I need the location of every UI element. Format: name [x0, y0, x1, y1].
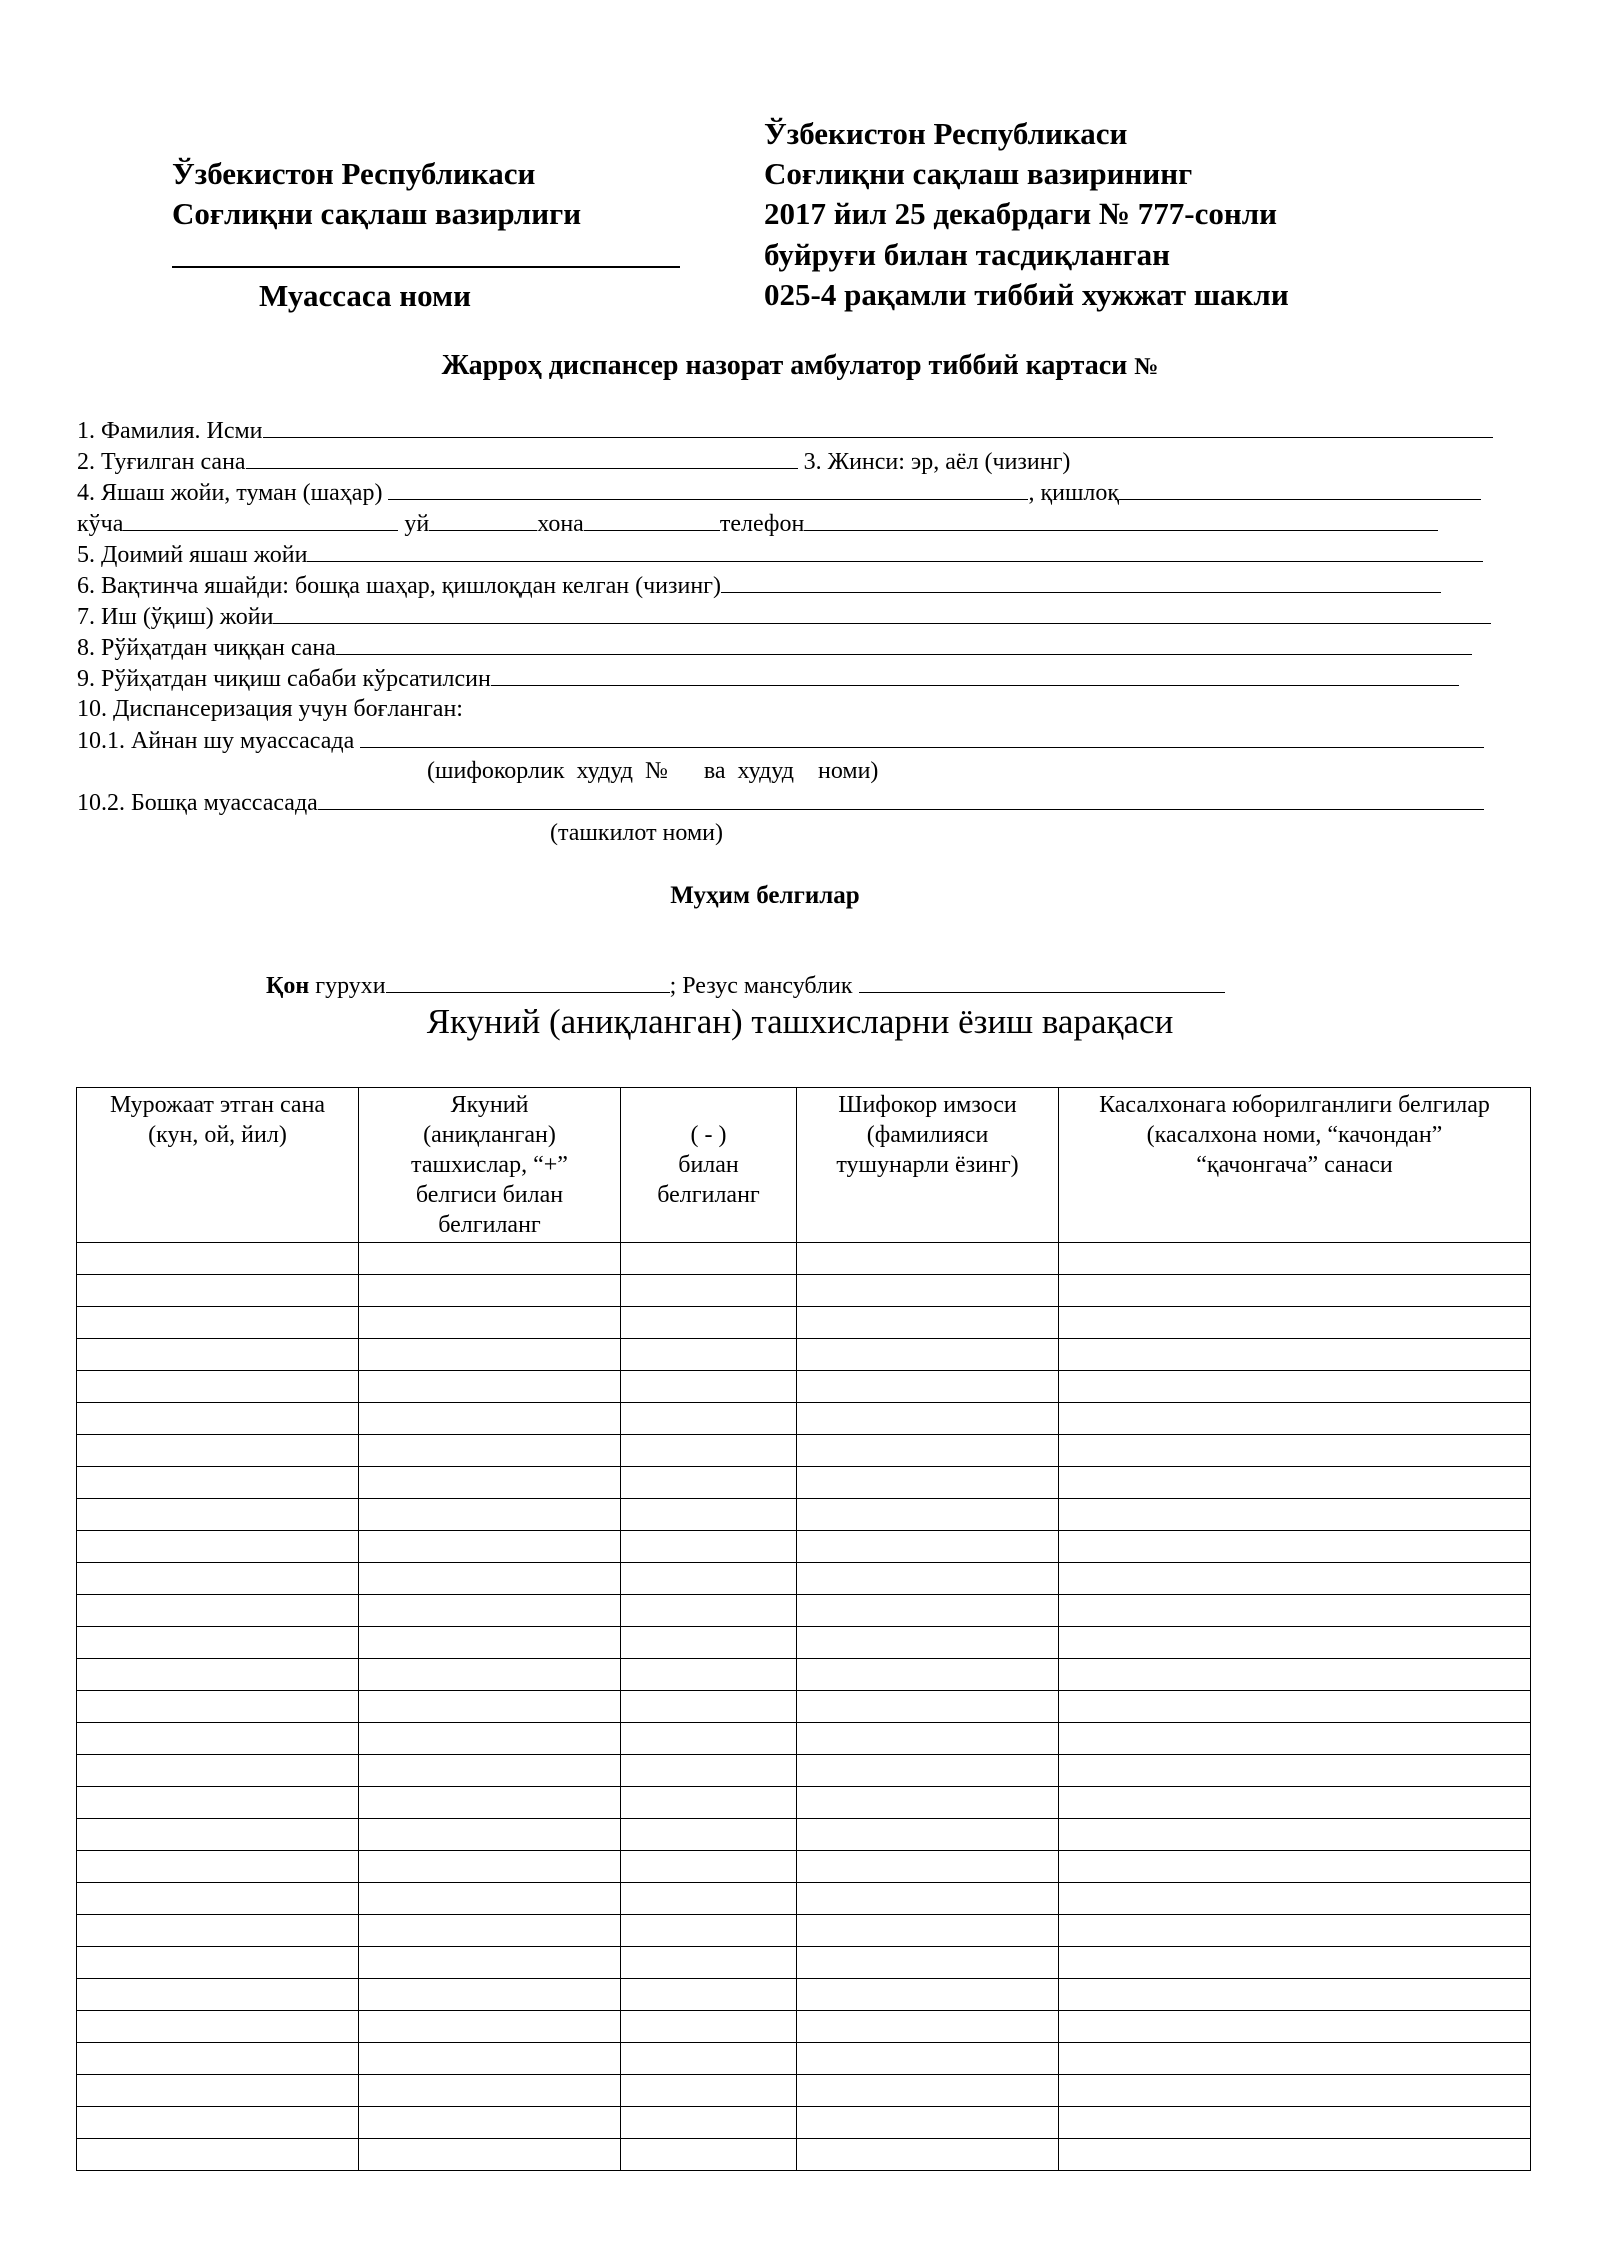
- table-cell[interactable]: [797, 1339, 1059, 1371]
- table-cell[interactable]: [359, 1595, 621, 1627]
- table-cell[interactable]: [621, 1531, 797, 1563]
- table-row: [77, 1819, 1531, 1851]
- table-row: [77, 1851, 1531, 1883]
- table-cell[interactable]: [77, 1435, 359, 1467]
- institution-name-line[interactable]: [172, 266, 680, 268]
- table-cell[interactable]: [621, 2139, 797, 2171]
- table-cell[interactable]: [359, 1307, 621, 1339]
- table-cell[interactable]: [77, 1595, 359, 1627]
- table-cell[interactable]: [621, 1723, 797, 1755]
- table-cell[interactable]: [359, 1947, 621, 1979]
- header-line: ташхислар, “+”: [411, 1152, 568, 1178]
- deregistration-date-input[interactable]: [336, 632, 1472, 655]
- phone-label: телефон: [719, 511, 805, 537]
- header-line: (кун, ой, йил): [148, 1122, 287, 1148]
- table-cell[interactable]: [77, 1403, 359, 1435]
- table-cell[interactable]: [77, 1787, 359, 1819]
- table-cell[interactable]: [77, 1499, 359, 1531]
- table-cell[interactable]: [359, 1403, 621, 1435]
- table-cell[interactable]: [1059, 1787, 1531, 1819]
- table-cell[interactable]: [359, 2043, 621, 2075]
- institution-caption: Муассаса номи: [259, 278, 471, 313]
- table-cell[interactable]: [77, 1851, 359, 1883]
- table-cell[interactable]: [359, 1243, 621, 1275]
- other-institution-input[interactable]: [318, 787, 1484, 810]
- table-cell[interactable]: [797, 1275, 1059, 1307]
- table-cell[interactable]: [797, 2107, 1059, 2139]
- header-line: билан: [678, 1152, 739, 1178]
- table-cell[interactable]: [77, 1883, 359, 1915]
- table-cell[interactable]: [797, 1979, 1059, 2011]
- table-row: [77, 1499, 1531, 1531]
- table-cell[interactable]: [621, 1659, 797, 1691]
- table-cell[interactable]: [1059, 1467, 1531, 1499]
- table-cell[interactable]: [621, 1755, 797, 1787]
- table-cell[interactable]: [1059, 2107, 1531, 2139]
- table-cell[interactable]: [621, 1595, 797, 1627]
- table-cell[interactable]: [77, 1723, 359, 1755]
- card-title-number-sign: №: [1134, 354, 1159, 380]
- field-birth-date-label: 2. Туғилган сана: [77, 449, 246, 475]
- table-cell[interactable]: [359, 1915, 621, 1947]
- table-cell[interactable]: [797, 1531, 1059, 1563]
- table-cell[interactable]: [797, 1723, 1059, 1755]
- deregistration-reason-label: 9. Рўйҳатдан чиқиш сабаби кўрсатилсин: [77, 666, 491, 692]
- house-label: уй: [404, 511, 430, 537]
- table-cell[interactable]: [797, 1755, 1059, 1787]
- field-other-institution: [77, 787, 1484, 819]
- field-address: [77, 508, 1438, 540]
- table-cell[interactable]: [1059, 1851, 1531, 1883]
- table-cell[interactable]: [1059, 1403, 1531, 1435]
- table-cell[interactable]: [77, 1531, 359, 1563]
- header-final-diagnoses: [359, 1088, 621, 1243]
- table-cell[interactable]: [77, 1563, 359, 1595]
- table-cell[interactable]: [1059, 2043, 1531, 2075]
- table-cell[interactable]: [797, 1659, 1059, 1691]
- field-residence-label: 4. Яшаш жойи, туман (шаҳар): [77, 480, 383, 506]
- header-line: белгиланг: [657, 1182, 760, 1208]
- table-cell[interactable]: [621, 1275, 797, 1307]
- field-surname-name: [77, 415, 1493, 447]
- table-cell[interactable]: [797, 1499, 1059, 1531]
- table-cell[interactable]: [797, 1467, 1059, 1499]
- street-label: кўча: [77, 511, 124, 537]
- permanent-residence-input[interactable]: [307, 539, 1483, 562]
- table-cell[interactable]: [621, 2011, 797, 2043]
- table-cell[interactable]: [359, 1339, 621, 1371]
- table-cell[interactable]: [359, 1467, 621, 1499]
- table-cell[interactable]: [621, 2043, 797, 2075]
- table-cell[interactable]: [77, 2043, 359, 2075]
- header-line: “қачонгача” санаси: [1196, 1152, 1393, 1178]
- this-institution-label: 10.1. Айнан шу муассасада: [77, 728, 355, 754]
- field-work-place: [77, 601, 1491, 633]
- table-cell[interactable]: [621, 1371, 797, 1403]
- table-row: [77, 2011, 1531, 2043]
- table-row: [77, 1755, 1531, 1787]
- field-temporary-residence: [77, 570, 1441, 602]
- header-line: белгиланг: [438, 1212, 541, 1238]
- table-row: [77, 2075, 1531, 2107]
- table-cell[interactable]: [359, 1787, 621, 1819]
- field-sex-label: 3. Жинси: эр, аёл (чизинг): [803, 449, 1071, 475]
- table-cell[interactable]: [797, 2075, 1059, 2107]
- table-row: [77, 1403, 1531, 1435]
- table-cell[interactable]: [359, 1755, 621, 1787]
- table-cell[interactable]: [77, 1659, 359, 1691]
- table-cell[interactable]: [77, 2139, 359, 2171]
- house-input[interactable]: [429, 508, 537, 531]
- sheet-title: Якуний (аниқланган) ташхисларни ёзиш варақаси: [426, 1002, 1174, 1041]
- important-marks-title: Муҳим белгилар: [670, 882, 860, 909]
- this-institution-input[interactable]: [360, 725, 1484, 748]
- table-cell[interactable]: [1059, 1499, 1531, 1531]
- table-row: [77, 1371, 1531, 1403]
- header-hospital-referral: [1059, 1088, 1531, 1243]
- room-input[interactable]: [584, 508, 720, 531]
- table-cell[interactable]: [77, 1819, 359, 1851]
- table-cell[interactable]: [1059, 2075, 1531, 2107]
- table-row: [77, 1947, 1531, 1979]
- table-row: [77, 1659, 1531, 1691]
- table-cell[interactable]: [77, 1915, 359, 1947]
- table-cell[interactable]: [1059, 1595, 1531, 1627]
- this-institution-hint: (шифокорлик худуд № ва худуд номи): [427, 758, 879, 784]
- table-cell[interactable]: [797, 1307, 1059, 1339]
- table-cell[interactable]: [359, 1723, 621, 1755]
- header-minus-mark: [621, 1088, 797, 1243]
- table-cell[interactable]: [621, 1499, 797, 1531]
- header-line: тушунарли ёзинг): [836, 1152, 1019, 1178]
- table-cell[interactable]: [359, 1563, 621, 1595]
- table-cell[interactable]: [359, 1275, 621, 1307]
- permanent-residence-label: 5. Доимий яшаш жойи: [77, 542, 308, 568]
- table-cell[interactable]: [77, 1307, 359, 1339]
- table-cell[interactable]: [1059, 1531, 1531, 1563]
- table-cell[interactable]: [77, 1243, 359, 1275]
- table-cell[interactable]: [621, 1339, 797, 1371]
- table-cell[interactable]: [359, 2075, 621, 2107]
- table-row: [77, 1723, 1531, 1755]
- room-label: хона: [537, 511, 584, 537]
- table-row: [77, 1467, 1531, 1499]
- table-cell[interactable]: [77, 1339, 359, 1371]
- table-cell[interactable]: [797, 1243, 1059, 1275]
- table-cell[interactable]: [1059, 1883, 1531, 1915]
- table-cell[interactable]: [77, 1275, 359, 1307]
- table-cell[interactable]: [797, 2011, 1059, 2043]
- header-right-line3: 2017 йил 25 декабрдаги № 777-сонли: [764, 196, 1277, 231]
- table-cell[interactable]: [1059, 2139, 1531, 2171]
- table-cell[interactable]: [1059, 1691, 1531, 1723]
- table-row: [77, 2107, 1531, 2139]
- district-input[interactable]: [388, 477, 1028, 500]
- table-cell[interactable]: [359, 1531, 621, 1563]
- table-cell[interactable]: [359, 1691, 621, 1723]
- header-line: [621, 1090, 796, 1120]
- street-input[interactable]: [123, 508, 398, 531]
- table-cell[interactable]: [359, 2011, 621, 2043]
- work-place-label: 7. Иш (ўқиш) жойи: [77, 604, 274, 630]
- table-cell[interactable]: [797, 1787, 1059, 1819]
- other-institution-label: 10.2. Бошқа муассасада: [77, 790, 318, 816]
- temporary-residence-input[interactable]: [721, 570, 1441, 593]
- table-row: [77, 1307, 1531, 1339]
- field-birth-date: [77, 446, 1070, 478]
- table-cell[interactable]: [1059, 1243, 1531, 1275]
- blood-label-rest: гурухи: [315, 973, 386, 999]
- table-row: [77, 2043, 1531, 2075]
- table-cell[interactable]: [621, 2107, 797, 2139]
- table-row: [77, 1563, 1531, 1595]
- table-cell[interactable]: [621, 1467, 797, 1499]
- table-cell[interactable]: [1059, 1307, 1531, 1339]
- surname-name-input[interactable]: [263, 415, 1493, 438]
- phone-input[interactable]: [804, 508, 1438, 531]
- header-right-line1: Ўзбекистон Республикаси: [764, 116, 1128, 151]
- table-cell[interactable]: [621, 1819, 797, 1851]
- header-line: белгиси билан: [415, 1182, 564, 1208]
- field-deregistration-reason: [77, 663, 1459, 695]
- table-cell[interactable]: [621, 1403, 797, 1435]
- card-title: [0, 348, 1600, 385]
- table-row: [77, 1531, 1531, 1563]
- table-cell[interactable]: [1059, 1979, 1531, 2011]
- table-cell[interactable]: [1059, 2011, 1531, 2043]
- table-cell[interactable]: [359, 1371, 621, 1403]
- table-cell[interactable]: [359, 1851, 621, 1883]
- table-cell[interactable]: [797, 1819, 1059, 1851]
- table-cell[interactable]: [797, 1435, 1059, 1467]
- table-cell[interactable]: [797, 1595, 1059, 1627]
- other-institution-hint: (ташкилот номи): [550, 820, 723, 846]
- table-cell[interactable]: [1059, 1915, 1531, 1947]
- header-country-left: Ўзбекистон Республикаси: [172, 156, 536, 191]
- table-cell[interactable]: [1059, 1275, 1531, 1307]
- table-cell[interactable]: [77, 1755, 359, 1787]
- dispensary-attached-label: 10. Диспансеризация учун боғланган:: [77, 696, 463, 722]
- table-cell[interactable]: [359, 1659, 621, 1691]
- table-row: [77, 1883, 1531, 1915]
- diagnoses-table: [76, 1087, 1531, 2171]
- field-surname-name-label: 1. Фамилия. Исми: [77, 418, 263, 444]
- table-row: [77, 1691, 1531, 1723]
- table-cell[interactable]: [359, 2107, 621, 2139]
- table-cell[interactable]: [77, 2075, 359, 2107]
- table-cell[interactable]: [1059, 1723, 1531, 1755]
- header-line: Мурожаат этган сана: [109, 1092, 326, 1118]
- table-cell[interactable]: [621, 1883, 797, 1915]
- header-line: Шифокор имзоси: [838, 1092, 1017, 1118]
- header-line: (касалхона номи, “качондан”: [1146, 1122, 1443, 1148]
- table-cell[interactable]: [797, 1691, 1059, 1723]
- table-header-row: [77, 1088, 1531, 1243]
- birth-date-input[interactable]: [246, 446, 798, 469]
- table-cell[interactable]: [797, 1371, 1059, 1403]
- field-this-institution: [77, 725, 1484, 757]
- header-right-line2: Соғлиқни сақлаш вазирининг: [764, 156, 1193, 191]
- header-ministry-left: Соғлиқни сақлаш вазирлиги: [172, 196, 582, 231]
- table-row: [77, 1627, 1531, 1659]
- table-cell[interactable]: [359, 1435, 621, 1467]
- table-cell[interactable]: [797, 1403, 1059, 1435]
- table-cell[interactable]: [621, 1979, 797, 2011]
- table-cell[interactable]: [1059, 1371, 1531, 1403]
- blood-group-line: [266, 970, 1225, 1002]
- header-doctor-signature: [797, 1088, 1059, 1243]
- table-cell[interactable]: [621, 1691, 797, 1723]
- table-cell[interactable]: [359, 1499, 621, 1531]
- table-cell[interactable]: [621, 1787, 797, 1819]
- table-cell[interactable]: [1059, 1755, 1531, 1787]
- table-row: [77, 2139, 1531, 2171]
- table-cell[interactable]: [621, 1307, 797, 1339]
- table-cell[interactable]: [1059, 1563, 1531, 1595]
- blood-label-bold: Қон: [266, 973, 310, 999]
- table-cell[interactable]: [797, 2043, 1059, 2075]
- header-line: ( - ): [690, 1122, 727, 1148]
- table-cell[interactable]: [359, 1883, 621, 1915]
- field-residence: [77, 477, 1481, 509]
- table-row: [77, 1595, 1531, 1627]
- deregistration-reason-input[interactable]: [491, 663, 1459, 686]
- table-cell[interactable]: [797, 1947, 1059, 1979]
- table-row: [77, 1275, 1531, 1307]
- table-cell[interactable]: [797, 1563, 1059, 1595]
- field-deregistration-date: [77, 632, 1472, 664]
- table-cell[interactable]: [359, 1627, 621, 1659]
- table-cell[interactable]: [77, 1691, 359, 1723]
- table-cell[interactable]: [77, 1947, 359, 1979]
- table-row: [77, 1979, 1531, 2011]
- header-line: (фамилияси: [866, 1122, 989, 1148]
- header-right-line4: буйруғи билан тасдиқланган: [764, 237, 1171, 272]
- table-cell[interactable]: [797, 1627, 1059, 1659]
- table-cell[interactable]: [621, 1627, 797, 1659]
- table-cell[interactable]: [77, 2011, 359, 2043]
- table-cell[interactable]: [1059, 1627, 1531, 1659]
- table-row: [77, 1243, 1531, 1275]
- table-cell[interactable]: [1059, 1435, 1531, 1467]
- blood-group-input[interactable]: [386, 970, 670, 993]
- header-right-line5: 025-4 рақамли тиббий хужжат шакли: [764, 277, 1289, 312]
- table-cell[interactable]: [1059, 1819, 1531, 1851]
- table-cell[interactable]: [359, 1979, 621, 2011]
- table-cell[interactable]: [621, 1947, 797, 1979]
- table-cell[interactable]: [77, 1979, 359, 2011]
- header-line: (аниқланган): [423, 1122, 556, 1148]
- header-visit-date: [77, 1088, 359, 1243]
- deregistration-date-label: 8. Рўйҳатдан чиққан сана: [77, 635, 336, 661]
- table-row: [77, 1435, 1531, 1467]
- card-title-text: Жарроҳ диспансер назорат амбулатор тиббий картаси: [441, 350, 1128, 381]
- table-cell[interactable]: [77, 1627, 359, 1659]
- table-cell[interactable]: [621, 2075, 797, 2107]
- field-permanent-residence: [77, 539, 1483, 571]
- table-cell[interactable]: [77, 1467, 359, 1499]
- table-cell[interactable]: [1059, 1947, 1531, 1979]
- table-cell[interactable]: [1059, 1659, 1531, 1691]
- table-cell[interactable]: [621, 1435, 797, 1467]
- header-line: Якуний: [450, 1092, 529, 1118]
- table-row: [77, 1915, 1531, 1947]
- field-dispensary-attached: [77, 694, 463, 725]
- header-line: Касалхонага юборилганлиги белгилар: [1099, 1092, 1490, 1118]
- table-cell[interactable]: [359, 1819, 621, 1851]
- table-cell[interactable]: [797, 1915, 1059, 1947]
- table-cell[interactable]: [359, 2139, 621, 2171]
- table-cell[interactable]: [797, 2139, 1059, 2171]
- table-cell[interactable]: [77, 1371, 359, 1403]
- table-cell[interactable]: [797, 1851, 1059, 1883]
- table-cell[interactable]: [621, 1563, 797, 1595]
- rh-label: ; Резус мансублик: [669, 973, 853, 999]
- temporary-residence-label: 6. Вақтинча яшайди: бошқа шаҳар, қишлоқдан келган (чизинг): [77, 573, 722, 599]
- table-cell[interactable]: [621, 1915, 797, 1947]
- rh-input[interactable]: [859, 970, 1225, 993]
- table-cell[interactable]: [1059, 1339, 1531, 1371]
- table-cell[interactable]: [797, 1883, 1059, 1915]
- village-input[interactable]: [1119, 477, 1481, 500]
- table-row: [77, 1787, 1531, 1819]
- table-row: [77, 1339, 1531, 1371]
- table-cell[interactable]: [621, 1851, 797, 1883]
- table-cell[interactable]: [621, 1243, 797, 1275]
- work-place-input[interactable]: [273, 601, 1491, 624]
- village-label: , қишлоқ: [1028, 480, 1120, 506]
- table-cell[interactable]: [77, 2107, 359, 2139]
